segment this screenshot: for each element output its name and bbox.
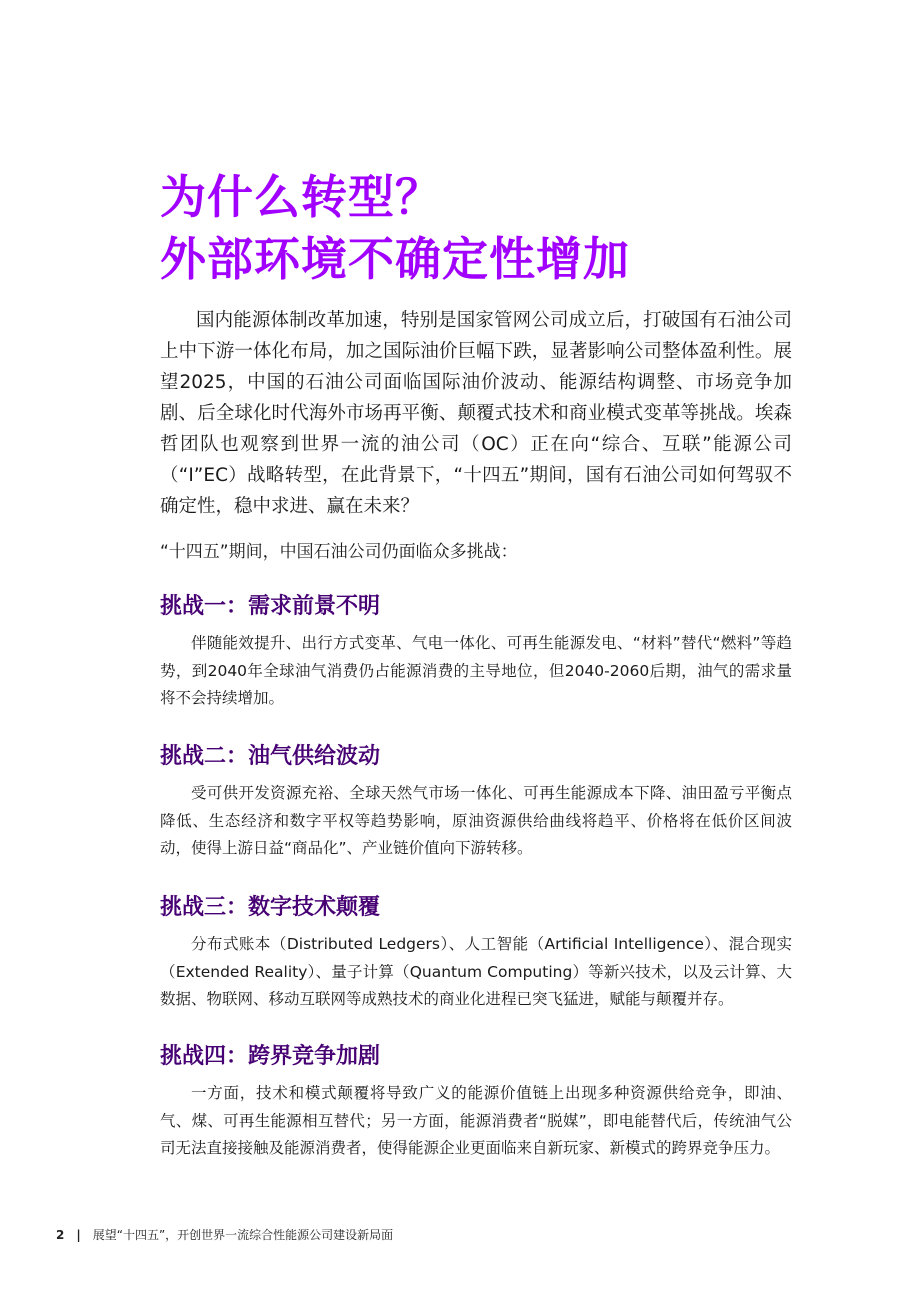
title-line-1: 为什么转型？ xyxy=(160,170,442,224)
challenge-body-1: 伴随能效提升、出行方式变革、气电一体化、可再生能源发电、“材料”替代“燃料”等趋势，到2040年全球油气消费仍占能源消费的主导地位，但2040-2060后期，油气的需求量将不会持续增加。 xyxy=(160,634,792,707)
title-line-2: 外部环境不确定性增加 xyxy=(160,232,630,286)
challenge-body-3: 分布式账本（Distributed Ledgers）、人工智能（Artificial Intelligence）、混合现实（Extended Reality）、量子计算（Quantum Computing）等新兴技术，以及云计算、大数据、物联网、移动互联网等成熟技术的商业化进程已突飞猛进，赋能与颠覆并存。 xyxy=(160,935,792,1008)
challenge-section-1 xyxy=(160,592,792,713)
challenge-heading-2: 挑战二：油气供给波动 xyxy=(160,744,381,769)
challenge-section-2 xyxy=(160,742,792,863)
challenge-heading-4: 挑战四：跨界竞争加剧 xyxy=(160,1044,381,1069)
page-title xyxy=(160,166,800,290)
page-footer xyxy=(56,1227,393,1243)
footer-separator: | xyxy=(76,1228,81,1242)
challenge-body-4: 一方面，技术和模式颠覆将导致广义的能源价值链上出现多种资源供给竞争，即油、气、煤、可再生能源相互替代；另一方面，能源消费者“脱媒”，即电能替代后，传统油气公司无法直接接触及能源消费者，使得能源企业更面临来自新玩家、新模式的跨界竞争压力。 xyxy=(160,1084,792,1157)
intro-paragraph xyxy=(160,305,792,522)
challenge-section-3 xyxy=(160,893,792,1014)
page-number: 2 xyxy=(56,1228,65,1242)
challenge-heading-1: 挑战一：需求前景不明 xyxy=(160,594,381,619)
challenge-section-4 xyxy=(160,1042,792,1163)
lead-sentence: “十四五”期间，中国石油公司仍面临众多挑战： xyxy=(160,542,518,562)
footer-text: 展望“十四五”，开创世界一流综合性能源公司建设新局面 xyxy=(92,1228,394,1242)
challenge-heading-3: 挑战三：数字技术颠覆 xyxy=(160,895,381,920)
challenge-body-2: 受可供开发资源充裕、全球天然气市场一体化、可再生能源成本下降、油田盈亏平衡点降低、生态经济和数字平权等趋势影响，原油资源供给曲线将趋平、价格将在低价区间波动，使得上游日益“商品化”、产业链价值向下游转移。 xyxy=(160,784,792,857)
intro-text: 国内能源体制改革加速，特别是国家管网公司成立后，打破国有石油公司上中下游一体化布局，加之国际油价巨幅下跌，显著影响公司整体盈利性。展望2025，中国的石油公司面临国际油价波动、能源结构调整、市场竞争加剧、后全球化时代海外市场再平衡、颠覆式技术和商业模式变革等挑战。埃森哲团队也观察到世界一流的油公司（OC）正在向“综合、互联”能源公司（“I”EC）战略转型，在此背景下，“十四五”期间，国有石油公司如何驾驭不确定性，稳中求进、赢在未来？ xyxy=(160,310,792,517)
